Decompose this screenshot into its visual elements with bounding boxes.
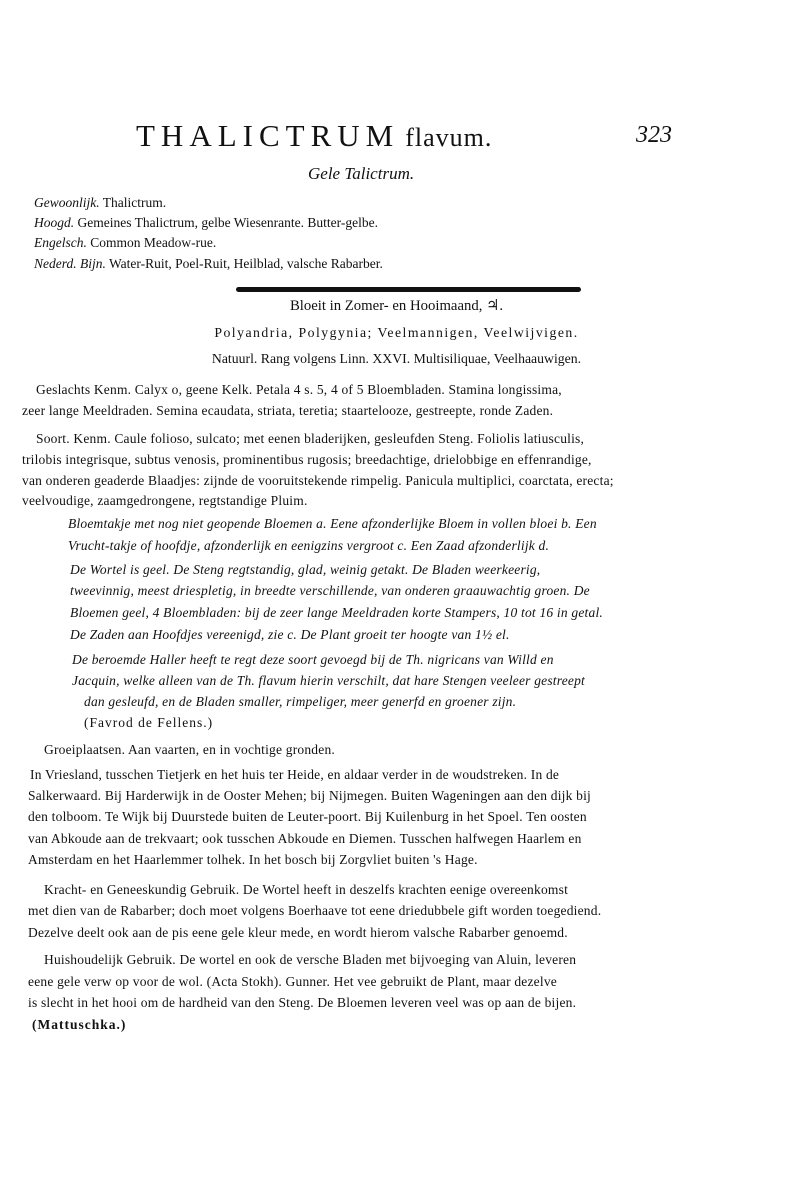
text-line: Amsterdam en het Haarlemmer tolhek. In het bosch bij Zorgvliet buiten 's Hage. [28, 852, 478, 867]
text-line: van onderen geaderde Blaadjes: zijnde de vooruitstekende rimpelig. Panicula multiplici, coarctata, erecta; [22, 473, 614, 488]
text-line: Salkerwaard. Bij Harderwijk in de Ooster Mehen; bij Nijmegen. Buiten Wageningen aan den dijk bij [28, 788, 591, 803]
text-line: Soort. Kenm. Caule folioso, sulcato; met eenen bladerijken, gesleufden Steng. Foliolis latiusculis, [36, 431, 585, 446]
text-line: van Abkoude aan de trekvaart; ook tusschen Abkoude en Diemen. Tusschen halfwegen Haarlem en [28, 831, 582, 846]
text-line: (Mattuschka.) [32, 1017, 127, 1032]
name-row [34, 234, 216, 251]
name-label: Nederd. Bijn. [34, 256, 106, 271]
page-number: 323 [636, 122, 672, 148]
text-line: De Zaden aan Hoofdjes vereenigd, zie c. De Plant groeit ter hoogte van 1½ el. [70, 627, 510, 642]
name-text: Water-Ruit, Poel-Ruit, Heilblad, valsche Rabarber. [109, 256, 383, 271]
flowering-line: Bloeit in Zomer- en Hooimaand, ♃. [289, 298, 504, 314]
page-subtitle: Gele Talictrum. [308, 164, 415, 183]
text-line: zeer lange Meeldraden. Semina ecaudata, striata, teretia; staartelooze, gestreepte, ronde Zaden. [22, 403, 554, 418]
text-line: is slecht in het hooi om de hardheid van den Steng. De Bloemen leveren veel was op aan de bijen. [28, 995, 577, 1010]
text-line: In Vriesland, tusschen Tietjerk en het huis ter Heide, en aldaar verder in de woudstreken. In de [30, 767, 560, 782]
name-label: Engelsch. [34, 235, 87, 250]
text-line: Groeiplaatsen. Aan vaarten, en in vochtige gronden. [44, 742, 335, 757]
text-line: eene gele verw op voor de wol. (Acta Stokh). Gunner. Het vee gebruikt de Plant, maar dezelve [28, 974, 557, 989]
name-text: Common Meadow-rue. [90, 235, 217, 250]
text-line: Bloemtakje met nog niet geopende Bloemen a. Eene afzonderlijke Bloem in vollen bloei b. Een [68, 516, 597, 531]
text-line: De Wortel is geel. De Steng regtstandig, glad, weinig getakt. De Bladen weerkeerig, [70, 562, 541, 577]
section-divider [236, 287, 581, 292]
text-line: Geslachts Kenm. Calyx o, geene Kelk. Petala 4 s. 5, 4 of 5 Bloembladen. Stamina longissima, [36, 382, 562, 397]
text-line: veelvoudige, zaamgedrongene, regtstandige Pluim. [22, 493, 308, 508]
text-line: Bloemen geel, 4 Bloembladen: bij de zeer lange Meeldraden korte Stampers, 10 tot 16 in getal. [70, 605, 603, 620]
name-row [34, 194, 166, 211]
text-line: tweevinnig, meest driespletig, in breedte verschillende, van onderen graauwachtig groen. De [70, 583, 590, 598]
name-row [34, 214, 378, 231]
name-row [34, 255, 383, 272]
text-line: Kracht- en Geneeskundig Gebruik. De Wortel heeft in deszelfs krachten eenige overeenkomst [44, 882, 569, 897]
text-line: De beroemde Haller heeft te regt deze soort gevoegd bij de Th. nigricans van Willd en [72, 652, 554, 667]
text-line: den tolboom. Te Wijk bij Duurstede buiten de Leuter-poort. Bij Kuilenburg in het Spoel. Ten oosten [28, 809, 587, 824]
name-text: Thalictrum. [102, 195, 167, 210]
genus-name: THALICTRUM [136, 118, 400, 153]
text-line: dan gesleufd, en de Bladen smaller, rimpeliger, meer generfd en groener zijn. [84, 694, 517, 709]
name-label: Gewoonlijk. [34, 195, 100, 210]
page-title [136, 118, 492, 154]
natural-order-line: Natuurl. Rang volgens Linn. XXVI. Multisiliquae, Veelhaauwigen. [211, 352, 582, 367]
name-text: Gemeines Thalictrum, gelbe Wiesenrante. Butter-gelbe. [77, 215, 378, 230]
text-line: (Favrod de Fellens.) [84, 715, 214, 730]
text-line: trilobis integrisque, subtus venosis, prominentibus rugosis; breedachtige, drielobbige en effenrandige, [22, 452, 592, 467]
text-line: met dien van de Rabarber; doch moet volgens Boerhaave tot eene driedubbele gift worden toegediend. [28, 903, 602, 918]
text-line: Jacquin, welke alleen van de Th. flavum hierin verschilt, dat hare Stengen veeleer gestreept [72, 673, 585, 688]
text-line: Dezelve deelt ook aan de pis eene gele kleur mede, en wordt hierom valsche Rabarber genoemd. [28, 925, 568, 940]
species-name: flavum. [405, 123, 493, 152]
linnaean-class-line: Polyandria, Polygynia; Veelmannigen, Veelwijvigen. [214, 326, 579, 341]
text-line: Huishoudelijk Gebruik. De wortel en ook de versche Bladen met bijvoeging van Aluin, leveren [44, 952, 577, 967]
name-label: Hoogd. [34, 215, 75, 230]
text-line: Vrucht-takje of hoofdje, afzonderlijk en eenigzins vergroot c. Een Zaad afzonderlijk d. [68, 538, 550, 553]
